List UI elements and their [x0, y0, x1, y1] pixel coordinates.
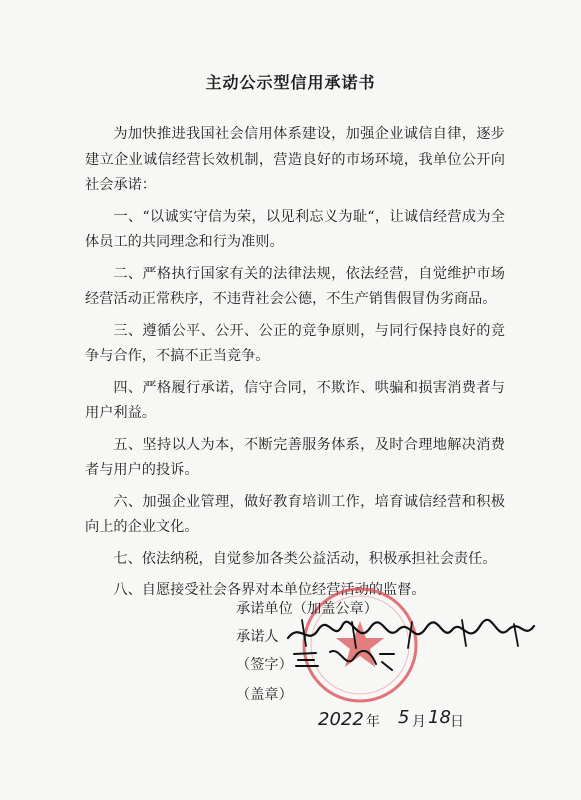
date-day-suffix: 日 — [450, 714, 464, 730]
signature-stamp-label: （盖章） — [236, 687, 293, 703]
signature-unit-label: 承诺单位（加盖公章） — [236, 601, 378, 617]
document-body — [85, 122, 505, 610]
handwritten-date — [300, 705, 520, 733]
commitment-item-5: 五、坚持以人为本，不断完善服务体系，及时合理地解决消费者与用户的投诉。 — [85, 436, 505, 478]
commitment-item-2: 二、严格执行国家有关的法律法规，依法经营，自觉维护市场经营活动正常秩序，不违背社会公德，不生产销售假冒伪劣商品。 — [85, 265, 505, 307]
commitment-item-1: 一、“以诚实守信为荣，以见利忘义为耻“，让诚信经营成为全体员工的共同理念和行为准则。 — [85, 208, 505, 250]
signature-sign-label: （签字） — [236, 657, 293, 673]
date-month-suffix: 月 — [412, 714, 426, 730]
signature-person-label: 承诺人 — [236, 629, 279, 645]
date-month: 5 — [398, 707, 410, 728]
date-year-suffix: 年 — [366, 714, 380, 730]
commitment-item-8: 八、自愿接受社会各界对本单位经营活动的监督。 — [113, 582, 426, 598]
commitment-item-6: 六、加强企业管理，做好教育培训工作，培育诚信经营和积极向上的企业文化。 — [85, 493, 505, 535]
commitment-item-4: 四、严格履行承诺，信守合同，不欺诈、哄骗和损害消费者与用户利益。 — [85, 379, 505, 421]
intro-paragraph: 为加快推进我国社会信用体系建设，加强企业诚信自律，逐步建立企业诚信经营长效机制，营造良好的市场环境，我单位公开向社会承诺： — [85, 126, 505, 193]
date-year: 2022 — [318, 709, 364, 730]
handwritten-name-signature — [290, 644, 400, 672]
document-title: 主动公示型信用承诺书 — [205, 73, 376, 92]
date-day: 18 — [428, 707, 451, 728]
commitment-item-7: 七、依法纳税，自觉参加各类公益活动，积极承担社会责任。 — [113, 550, 497, 567]
commitment-item-3: 三、遵循公平、公开、公正的竞争原则，与同行保持良好的竞争与合作，不搞不正当竞争。 — [85, 322, 505, 364]
